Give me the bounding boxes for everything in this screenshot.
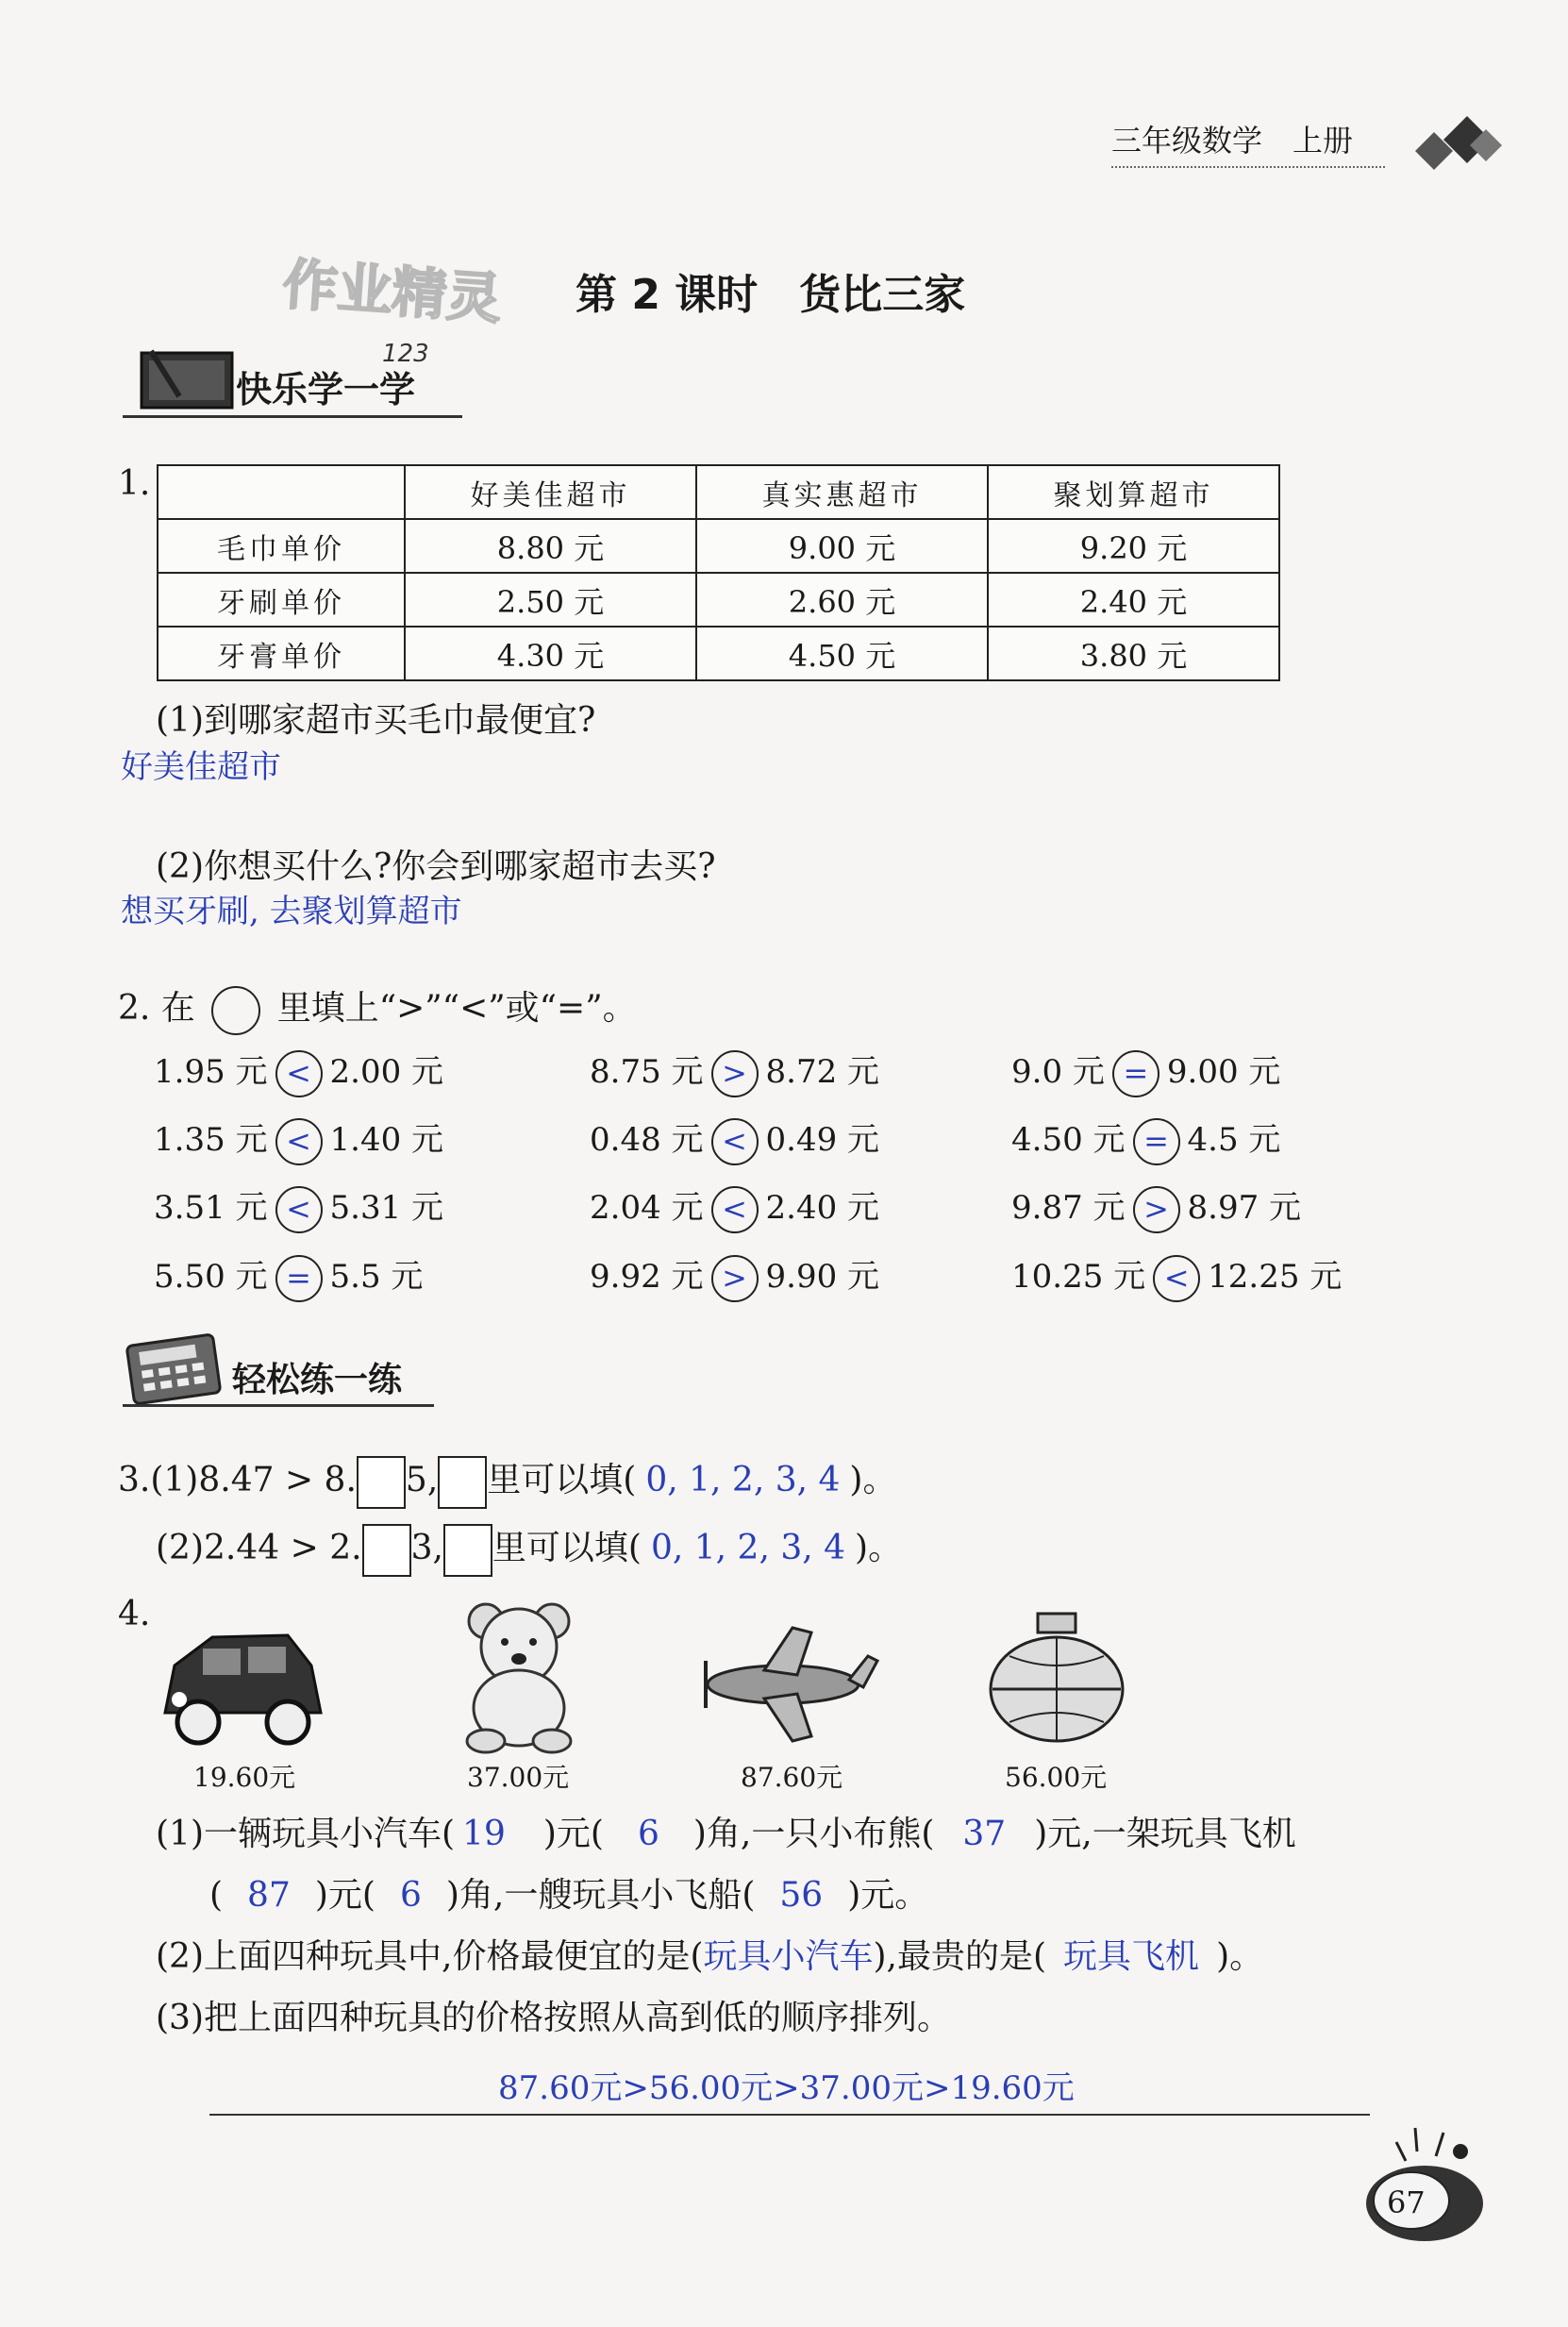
comparison-item bbox=[1011, 1250, 1342, 1302]
comparison-item bbox=[1011, 1113, 1280, 1165]
compare-right: 1.40 元 bbox=[329, 1121, 444, 1159]
blank-box bbox=[443, 1524, 492, 1577]
blank-box bbox=[438, 1456, 487, 1509]
toy-car-icon bbox=[146, 1609, 344, 1750]
table-cell: 9.00 元 bbox=[696, 519, 988, 573]
q4-answer: 19 bbox=[462, 1815, 506, 1853]
q3-line1-c: 里可以填( bbox=[487, 1461, 637, 1499]
book-header: 三年级数学 上册 bbox=[1111, 123, 1354, 159]
q4-sub2 bbox=[156, 1930, 1263, 1978]
q4-sub3-question: (3)把上面四种玩具的价格按照从高到低的顺序排列。 bbox=[156, 1999, 951, 2037]
table-cell: 3.80 元 bbox=[988, 627, 1279, 680]
blank-box bbox=[357, 1456, 406, 1509]
table-cell: 4.30 元 bbox=[405, 627, 696, 680]
comparison-item bbox=[1011, 1046, 1280, 1097]
section-title-learn: 快乐学一学 bbox=[236, 369, 416, 410]
toy-price: 87.60元 bbox=[741, 1762, 843, 1793]
text: (1)一辆玩具小汽车( bbox=[156, 1815, 456, 1853]
section-title-practice: 轻松练一练 bbox=[232, 1361, 403, 1399]
compare-right: 8.72 元 bbox=[765, 1053, 880, 1091]
table-row bbox=[158, 627, 1279, 680]
compare-left: 1.35 元 bbox=[154, 1121, 268, 1159]
section-banner-learn bbox=[123, 340, 443, 415]
text: )角,一只小布熊( bbox=[692, 1815, 935, 1853]
q2-prefix: 2. 在 bbox=[118, 989, 195, 1028]
compare-sign: < bbox=[711, 1118, 759, 1165]
q4-answer: 37 bbox=[962, 1815, 1007, 1853]
q3-line1-b: 5, bbox=[405, 1461, 439, 1499]
q3-line1-end: )。 bbox=[849, 1461, 897, 1499]
comparison-item bbox=[154, 1046, 443, 1097]
header-rule bbox=[1111, 166, 1385, 168]
q3-number: 3. bbox=[118, 1461, 151, 1499]
compare-left: 2.04 元 bbox=[590, 1189, 704, 1227]
table-row bbox=[158, 573, 1279, 627]
toy-price: 56.00元 bbox=[1005, 1762, 1108, 1793]
empty-circle-icon bbox=[211, 986, 260, 1035]
text: )。 bbox=[1216, 1937, 1264, 1976]
q4-sub3-answer: 87.60元>56.00元>37.00元>19.60元 bbox=[498, 2069, 1075, 2107]
q4-answer: 87 bbox=[247, 1876, 291, 1915]
comparison-item bbox=[154, 1181, 443, 1233]
table-row bbox=[158, 519, 1279, 573]
compare-right: 12.25 元 bbox=[1208, 1258, 1343, 1296]
q4-answer: 56 bbox=[779, 1876, 824, 1915]
q4-answer: 玩具小汽车 bbox=[703, 1937, 874, 1976]
q3-line2-c: 里可以填( bbox=[492, 1529, 642, 1567]
table-cell: 9.20 元 bbox=[988, 519, 1279, 573]
q1-number: 1. bbox=[118, 464, 151, 503]
q1-sub1-answer: 好美佳超市 bbox=[121, 748, 281, 786]
compare-sign: > bbox=[711, 1050, 759, 1097]
q4-answer: 6 bbox=[637, 1815, 659, 1853]
q1-sub2-answer: 想买牙刷, 去聚划算超市 bbox=[121, 893, 462, 930]
compare-right: 2.40 元 bbox=[765, 1189, 880, 1227]
blackboard-icon bbox=[123, 340, 236, 415]
compare-left: 4.50 元 bbox=[1011, 1121, 1126, 1159]
q4-answer: 6 bbox=[399, 1876, 422, 1915]
compare-left: 9.87 元 bbox=[1011, 1189, 1126, 1227]
q2-instruction bbox=[118, 981, 637, 1035]
compare-right: 5.5 元 bbox=[329, 1258, 424, 1296]
compare-left: 9.92 元 bbox=[590, 1258, 704, 1296]
lesson-title: 第 2 课时 货比三家 bbox=[575, 271, 966, 319]
row-label: 毛巾单价 bbox=[158, 519, 405, 573]
section-underline bbox=[123, 1404, 434, 1407]
q3-line1-a: (1)8.47 > 8. bbox=[150, 1461, 357, 1499]
comparison-item bbox=[590, 1181, 879, 1233]
section-banner-practice bbox=[123, 1331, 443, 1406]
q3-line1 bbox=[118, 1453, 896, 1509]
compare-right: 8.97 元 bbox=[1187, 1189, 1302, 1227]
text: ( bbox=[209, 1876, 224, 1915]
section-underline bbox=[123, 415, 462, 418]
teddy-bear-icon bbox=[448, 1595, 590, 1755]
compare-sign: < bbox=[1153, 1255, 1200, 1302]
text: )元。 bbox=[847, 1876, 929, 1915]
toy-plane-icon bbox=[679, 1623, 887, 1746]
q3-line2 bbox=[156, 1521, 902, 1577]
compare-left: 3.51 元 bbox=[154, 1189, 268, 1227]
diamond-ornament-icon bbox=[1396, 104, 1510, 179]
compare-left: 10.25 元 bbox=[1011, 1258, 1146, 1296]
compare-left: 8.75 元 bbox=[590, 1053, 704, 1091]
compare-left: 5.50 元 bbox=[154, 1258, 268, 1296]
compare-right: 5.31 元 bbox=[329, 1189, 444, 1227]
q3-line2-b: 3, bbox=[410, 1529, 443, 1567]
comparison-item bbox=[154, 1250, 423, 1302]
text: )元( bbox=[542, 1815, 604, 1853]
compare-sign: < bbox=[275, 1050, 323, 1097]
row-label: 牙刷单价 bbox=[158, 573, 405, 627]
compare-sign: = bbox=[1133, 1118, 1180, 1165]
q4-number: 4. bbox=[118, 1595, 151, 1633]
compare-sign: = bbox=[1112, 1050, 1159, 1097]
compare-sign: > bbox=[1133, 1186, 1180, 1233]
table-header-cell: 真实惠超市 bbox=[696, 465, 988, 519]
compare-left: 0.48 元 bbox=[590, 1121, 704, 1159]
section-deco: 123 bbox=[382, 340, 429, 368]
text: (2)上面四种玩具中,价格最便宜的是( bbox=[156, 1937, 704, 1976]
q3-line2-answer: 0, 1, 2, 3, 4 bbox=[650, 1529, 846, 1567]
compare-sign: < bbox=[711, 1186, 759, 1233]
q4-answer: 玩具飞机 bbox=[1063, 1937, 1200, 1976]
q1-sub1-question: (1)到哪家超市买毛巾最便宜? bbox=[156, 701, 596, 740]
comparison-item bbox=[590, 1046, 879, 1097]
compare-sign: < bbox=[275, 1118, 323, 1165]
compare-left: 1.95 元 bbox=[154, 1053, 268, 1091]
toy-price: 37.00元 bbox=[467, 1762, 570, 1793]
table-header-cell: 聚划算超市 bbox=[988, 465, 1279, 519]
table-cell: 2.60 元 bbox=[696, 573, 988, 627]
table-cell: 8.80 元 bbox=[405, 519, 696, 573]
q4-sub1-line2 bbox=[209, 1868, 928, 1917]
toy-airship-icon bbox=[981, 1609, 1132, 1750]
table-cell: 2.40 元 bbox=[988, 573, 1279, 627]
table-cell: 2.50 元 bbox=[405, 573, 696, 627]
text: )角,一艘玩具小飞船( bbox=[445, 1876, 756, 1915]
comparison-item bbox=[1011, 1181, 1301, 1233]
comparison-item bbox=[590, 1113, 879, 1165]
answer-line bbox=[209, 2114, 1370, 2116]
row-label: 牙膏单价 bbox=[158, 627, 405, 680]
table-header-cell: 好美佳超市 bbox=[405, 465, 696, 519]
q2-suffix: 里填上“>”“<”或“=”。 bbox=[276, 989, 637, 1028]
q3-line1-answer: 0, 1, 2, 3, 4 bbox=[645, 1461, 841, 1499]
q3-line2-a: (2)2.44 > 2. bbox=[156, 1529, 362, 1567]
page-number: 67 bbox=[1387, 2185, 1426, 2220]
compare-sign: < bbox=[275, 1186, 323, 1233]
table-corner-cell bbox=[158, 465, 405, 519]
q1-sub2-question: (2)你想买什么?你会到哪家超市去买? bbox=[156, 847, 716, 886]
blank-box bbox=[362, 1524, 411, 1577]
q4-sub1-line1 bbox=[156, 1807, 1296, 1855]
comparison-item bbox=[154, 1113, 443, 1165]
compare-right: 0.49 元 bbox=[765, 1121, 880, 1159]
compare-left: 9.0 元 bbox=[1011, 1053, 1105, 1091]
text: )元,一架玩具飞机 bbox=[1034, 1815, 1296, 1853]
price-table bbox=[157, 464, 1280, 681]
text: )元( bbox=[314, 1876, 375, 1915]
comparison-item bbox=[590, 1250, 879, 1302]
text: ),最贵的是( bbox=[873, 1937, 1047, 1976]
q3-line2-end: )。 bbox=[855, 1529, 903, 1567]
compare-right: 2.00 元 bbox=[329, 1053, 444, 1091]
compare-right: 4.5 元 bbox=[1187, 1121, 1281, 1159]
compare-right: 9.90 元 bbox=[765, 1258, 880, 1296]
table-cell: 4.50 元 bbox=[696, 627, 988, 680]
compare-sign: = bbox=[275, 1255, 323, 1302]
calculator-icon bbox=[123, 1331, 236, 1406]
watermark: 作业精灵 bbox=[280, 251, 504, 331]
compare-right: 9.00 元 bbox=[1166, 1053, 1281, 1091]
compare-sign: > bbox=[711, 1255, 759, 1302]
toy-price: 19.60元 bbox=[193, 1762, 296, 1793]
